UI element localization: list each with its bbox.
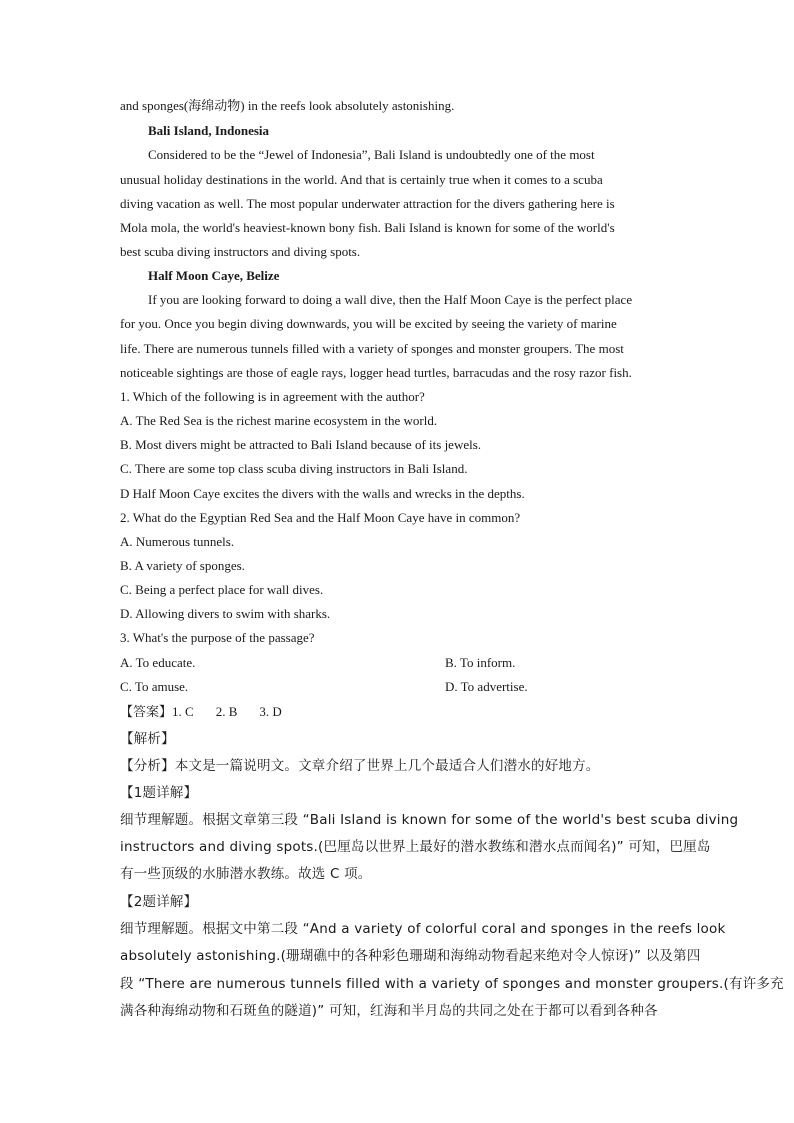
question-option: A. To educate. <box>120 655 196 670</box>
detail1-line: 细节理解题。根据文章第三段 “Bali Island is known for some of the world's best scuba diving <box>120 812 739 828</box>
answer-item: 1. C <box>172 704 194 719</box>
question-option: B. A variety of sponges. <box>120 558 245 573</box>
halfmoon-line: life. There are numerous tunnels filled with a variety of sponges and monster groupers. The most <box>120 341 624 356</box>
halfmoon-heading: Half Moon Caye, Belize <box>148 268 280 283</box>
question-option: A. Numerous tunnels. <box>120 534 235 549</box>
question-option: D. Allowing divers to swim with sharks. <box>120 606 331 621</box>
detail1-line: instructors and diving spots.(巴厘岛以世界上最好的潜水教练和潜水点而闻名)” 可知，巴厘岛 <box>120 839 711 855</box>
detail2-line: 段 “There are numerous tunnels filled with a variety of sponges and monster groupers.(有许多充 <box>120 976 784 992</box>
summary-line: 【分析】本文是一篇说明文。文章介绍了世界上几个最适合人们潜水的好地方。 <box>120 758 600 774</box>
bali-line: Mola mola, the world's heaviest-known bony fish. Bali Island is known for some of the world's <box>120 220 615 235</box>
answer-line <box>120 703 680 722</box>
analysis-tag: 【解析】 <box>120 731 175 747</box>
answer-item: 3. D <box>259 704 282 719</box>
detail2-line: absolutely astonishing.(珊瑚礁中的各种彩色珊瑚和海绵动物看起来绝对令人惊讶)” 以及第四 <box>120 948 701 964</box>
answer-tag: 【答案】 <box>120 705 173 720</box>
question-option: C. Being a perfect place for wall dives. <box>120 582 324 597</box>
bali-heading: Bali Island, Indonesia <box>148 123 270 138</box>
question-stem: 2. What do the Egyptian Red Sea and the Half Moon Caye have in common? <box>120 510 521 525</box>
halfmoon-line: noticeable sightings are those of eagle rays, logger head turtles, barracudas and the rosy razor fish. <box>120 365 632 380</box>
answer-item: 2. B <box>215 704 238 719</box>
detail1-line: 有一些顶级的水肺潜水教练。故选 C 项。 <box>120 866 372 882</box>
question-stem: 3. What's the purpose of the passage? <box>120 630 315 645</box>
detail2-line: 满各种海绵动物和石斑鱼的隧道)” 可知，红海和半月岛的共同之处在于都可以看到各种各 <box>120 1003 658 1019</box>
detail2-tag: 【2题详解】 <box>120 894 198 910</box>
bali-line: diving vacation as well. The most popular underwater attraction for the divers gathering here is <box>120 196 615 211</box>
paragraph-tail: and sponges(海绵动物) in the reefs look absolutely astonishing. <box>120 98 455 113</box>
question-stem: 1. Which of the following is in agreement with the author? <box>120 389 425 404</box>
halfmoon-line: If you are looking forward to doing a wall dive, then the Half Moon Caye is the perfect place <box>148 292 633 307</box>
question-option: A. The Red Sea is the richest marine ecosystem in the world. <box>120 413 438 428</box>
question-option: C. There are some top class scuba diving instructors in Bali Island. <box>120 461 468 476</box>
detail1-tag: 【1题详解】 <box>120 785 198 801</box>
halfmoon-line: for you. Once you begin diving downwards, you will be excited by seeing the variety of marine <box>120 316 617 331</box>
bali-line: Considered to be the “Jewel of Indonesia”, Bali Island is undoubtedly one of the most <box>148 147 595 162</box>
question-option: C. To amuse. <box>120 679 189 694</box>
question-option: B. To inform. <box>445 655 516 670</box>
detail2-line: 细节理解题。根据文中第二段 “And a variety of colorful coral and sponges in the reefs look <box>120 921 726 937</box>
question-option: D Half Moon Caye excites the divers with the walls and wrecks in the depths. <box>120 486 525 501</box>
question-option: B. Most divers might be attracted to Bali Island because of its jewels. <box>120 437 482 452</box>
bali-line: unusual holiday destinations in the world. And that is certainly true when it comes to a scuba <box>120 172 603 187</box>
question-option: D. To advertise. <box>445 679 528 694</box>
bali-line: best scuba diving instructors and diving spots. <box>120 244 361 259</box>
